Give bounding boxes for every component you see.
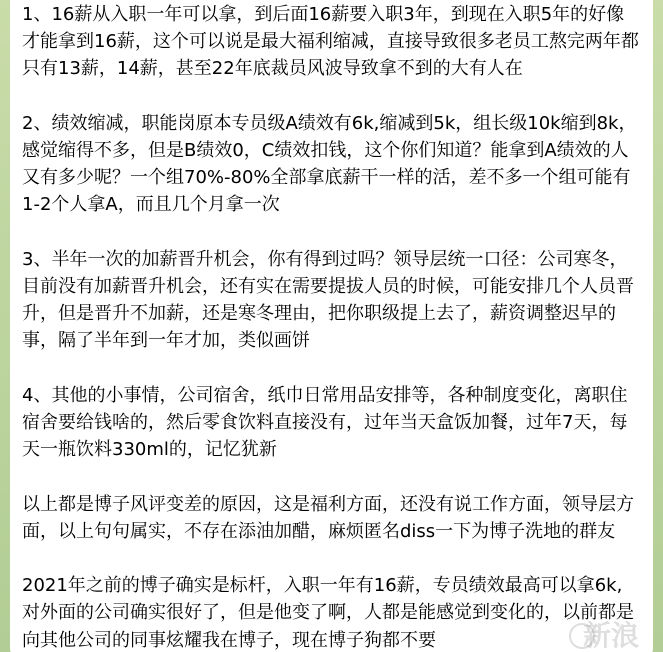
watermark: 新浪 xyxy=(582,619,639,652)
message-paragraph-4: 4、其他的小事情，公司宿舍，纸巾日常用品安排等，各种制度变化，离职住宿舍要给钱啥的，然后零食饮料直接没有，过年当天盒饭加餐，过年7天，每天一瓶饮料330ml的，记忆犹新 xyxy=(22,384,628,461)
message-text xyxy=(22,0,639,652)
message-paragraph-3: 3、半年一次的加薪晋升机会，你有得到过吗？领导层统一口径：公司寒冬，目前没有加薪晋升机会，还有实在需要提拔人员的时候，可能安排几个人员晋升，但是晋升不加薪，还是寒冬理由，把你职级提上去了，薪资调整迟早的事，隔了半年到一年才加，类似画饼 xyxy=(22,248,634,352)
message-paragraph-2: 2、绩效缩减，职能岗原本专员级A绩效有6k,缩减到5k，组长级10k缩到8k，感觉缩得不多，但是B绩效0，C绩效扣钱，这个你们知道？能拿到A绩效的人又有多少呢？一个组70%-80%全部拿底薪干一样的活，差不多一个组可能有1-2个人拿A，而且几个月拿一次 xyxy=(22,112,637,216)
message-paragraph-5: 以上都是博子风评变差的原因，这是福利方面，还没有说工作方面，领导层方面，以上句句属实，不存在添油加醋，麻烦匿名diss一下为博子洗地的群友 xyxy=(22,493,634,542)
message-paragraph-6: 2021年之前的博子确实是标杆，入职一年有16薪，专员绩效最高可以拿6k,对外面的公司确实很好了，但是他变了啊，人都是能感觉到变化的，以前都是向其他公司的同事炫耀我在博子，现在博子狗都不要 xyxy=(22,575,634,651)
message-bubble xyxy=(10,0,653,652)
message-paragraph-1: 1、16薪从入职一年可以拿，到后面16薪要入职3年，到现在入职5年的好像才能拿到16薪，这个可以说是最大福利缩减，直接导致很多老员工熬完两年都只有13薪，14薪，甚至22年底裁员风波导致拿不到的大有人在 xyxy=(22,4,639,80)
